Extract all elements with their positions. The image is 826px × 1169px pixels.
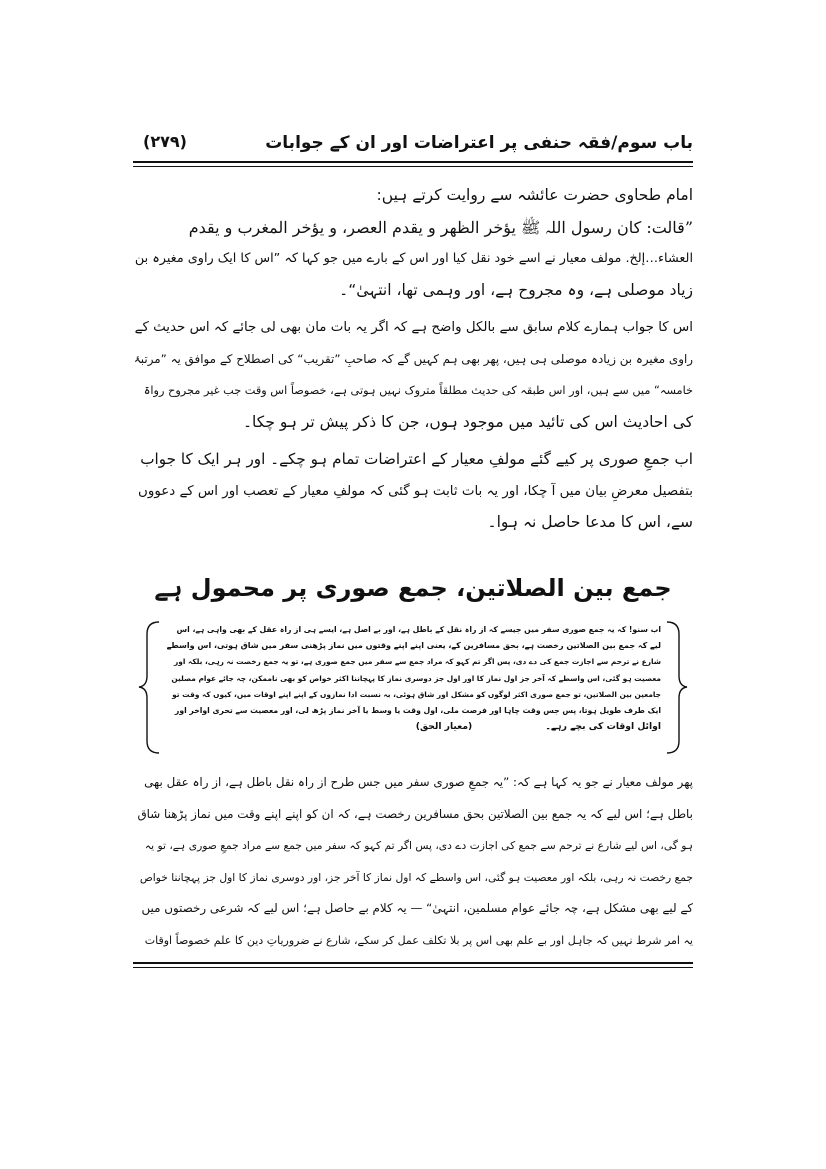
quote-line: جامعین بین الصلاتین، تو جمع صوری اکثر لوگوں کو مشکل اور شاق ہوئی، بہ نسبت ادا نمازوں کے اپنے اپنے اوقات میں، کیوں کہ وقت تو bbox=[172, 689, 661, 699]
intro-paragraph bbox=[133, 180, 693, 306]
closing-paragraph bbox=[133, 767, 693, 956]
conclusion-line: اب جمعِ صوری پر کیے گئے مولفِ معیار کے اعتراضات تمام ہو چکے۔ اور ہر ایک کا جواب bbox=[140, 450, 693, 468]
quote-line: اوائل اوقات کی بچے رہے۔ bbox=[545, 721, 661, 733]
closing-line: باطل ہے؛ اس لیے کہ یہ جمع بین الصلاتین بحق مسافرین رخصت ہے، کہ ان کو اپنے اپنے وقت میں نماز پڑھنا شاق bbox=[137, 806, 693, 821]
intro-line: زیاد موصلی ہے، وہ مجروح ہے، اور وہمی تھا، انتہیٰ“۔ bbox=[339, 280, 693, 299]
quote-last-line bbox=[167, 719, 661, 735]
quote-line: شارع نے ترحم سے اجازت جمع کی دے دی، پس اگر تم کہو کہ مراد جمع سے سفر میں جمع صوری ہے، تو یہ جمع رخصت نہ رہی، بلکہ اور bbox=[174, 657, 661, 667]
footer-rule bbox=[133, 962, 693, 968]
answer-paragraph bbox=[133, 312, 693, 438]
conclusion-paragraph bbox=[133, 444, 693, 539]
quote-text bbox=[167, 622, 661, 735]
intro-line: امام طحاوی حضرت عائشہ سے روایت کرتے ہیں: bbox=[376, 186, 693, 204]
header-rule bbox=[133, 161, 693, 167]
quote-line: لیے کہ جمع بین الصلاتین رخصت ہے، بحق مسافرین کے، یعنی اپنے اپنے وقتوں میں نماز پڑھنی سفر میں شاق ہوتی، اس واسطے bbox=[167, 641, 661, 651]
chapter-title: باب سوم/فقہ حنفی پر اعتراضات اور ان کے جوابات bbox=[265, 133, 693, 153]
answer-line: خامسہ“ میں سے ہیں، اور اس طبقہ کی حدیث مطلقاً متروک نہیں ہوتی ہے، خصوصاً اس وقت جب غیر مجروح رواۃ bbox=[143, 384, 693, 397]
section-heading: جمع بین الصلاتین، جمع صوری پر محمول ہے bbox=[154, 574, 672, 602]
closing-line: جمع رخصت نہ رہی، بلکہ اور معصیت ہو گئی، اس واسطے کہ اول نماز کا آخر جز، اور دوسری نماز کا اول جز پہچاننا خواص bbox=[139, 870, 693, 884]
arabic-quote-line: ”قالت: کان رسول اللہ ﷺ یؤخر الظھر و یقدم العصر، و یؤخر المغرب و یقدم bbox=[188, 217, 693, 237]
closing-line: کے لیے بھی مشکل ہے، چہ جائے عوام مسلمین، انتہیٰ“ — یہ کلام بے حاصل ہے؛ اس لیے کہ شرعی رخصتوں میں bbox=[141, 901, 693, 915]
closing-line: یہ امر شرط نہیں کہ جاہل اور بے علم بھی اس پر بلا تکلف عمل کر سکے، شارع نے ضروریاتِ دین کا علم خصوصاً اوقات bbox=[144, 933, 693, 947]
answer-line: کی احادیث اس کی تائید میں موجود ہوں، جن کا ذکر پیش تر ہو چکا۔ bbox=[242, 412, 693, 431]
quote-line: معصیت ہو گئی، اس واسطے کہ آخر جز اول نماز کا اور اول جز دوسری نماز کا پہچاننا اکثر خواص کو بھی ناممکن، چہ جائے عوام مصلین bbox=[171, 673, 661, 683]
conclusion-line: سے، اس کا مدعا حاصل نہ ہوا۔ bbox=[487, 513, 693, 531]
page-number: (۲۷۹) bbox=[143, 132, 187, 151]
page-header bbox=[133, 130, 693, 160]
quote-source: (معیار الحق) bbox=[415, 721, 473, 733]
intro-line: العشاء…إلخ. مولف معیار نے اسے خود نقل کیا اور اس کے بارے میں جو کہا کہ ”اس کا ایک راوی مغیرہ بن bbox=[134, 251, 693, 266]
answer-line: اس کا جواب ہمارے کلام سابق سے بالکل واضح ہے کہ اگر یہ بات مان بھی لی جائے کہ اس حدیث کے bbox=[134, 320, 693, 335]
quoted-block bbox=[137, 620, 689, 755]
answer-line: راوی مغیرہ بن زیادہ موصلی ہی ہیں، پھر بھی ہم کہیں گے کہ صاحبِ ”تقریب“ کی اصطلاح کے موافق یہ ”مرتبۂ bbox=[133, 351, 693, 366]
quote-line: اب سنو! کہ یہ جمع صوری سفر میں جیسے کہ از راہ نقل کے باطل ہے، اور بے اصل ہے، ایسے ہی از راہ عقل کے بھی واہی ہے، اس bbox=[176, 625, 661, 634]
closing-line: ہو گی، اس لیے شارع نے ترحم سے جمع کی اجازت دے دی، پس اگر تم کہو کہ سفر میں جمع سے مراد جمعِ صوری ہے، تو یہ bbox=[144, 839, 693, 852]
closing-line: پھر مولف معیار نے جو یہ کہا ہے کہ: ”یہ جمعِ صوری سفر میں جس طرح از راہ نقل باطل ہے، از راہ عقل بھی bbox=[144, 775, 693, 789]
quote-line: ایک طرف طویل ہوتا، پس جس وقت چاہا اور فرصت ملی، اول وقت یا وسط یا آخر نماز پڑھ لی، اور معصیت سے تحری اواخر اور bbox=[174, 705, 661, 715]
conclusion-line: بتفصیل معرضِ بیان میں آ چکا، اور یہ بات ثابت ہو گئی کہ مولفِ معیار کے تعصب اور اس کے دعووں bbox=[138, 483, 693, 499]
